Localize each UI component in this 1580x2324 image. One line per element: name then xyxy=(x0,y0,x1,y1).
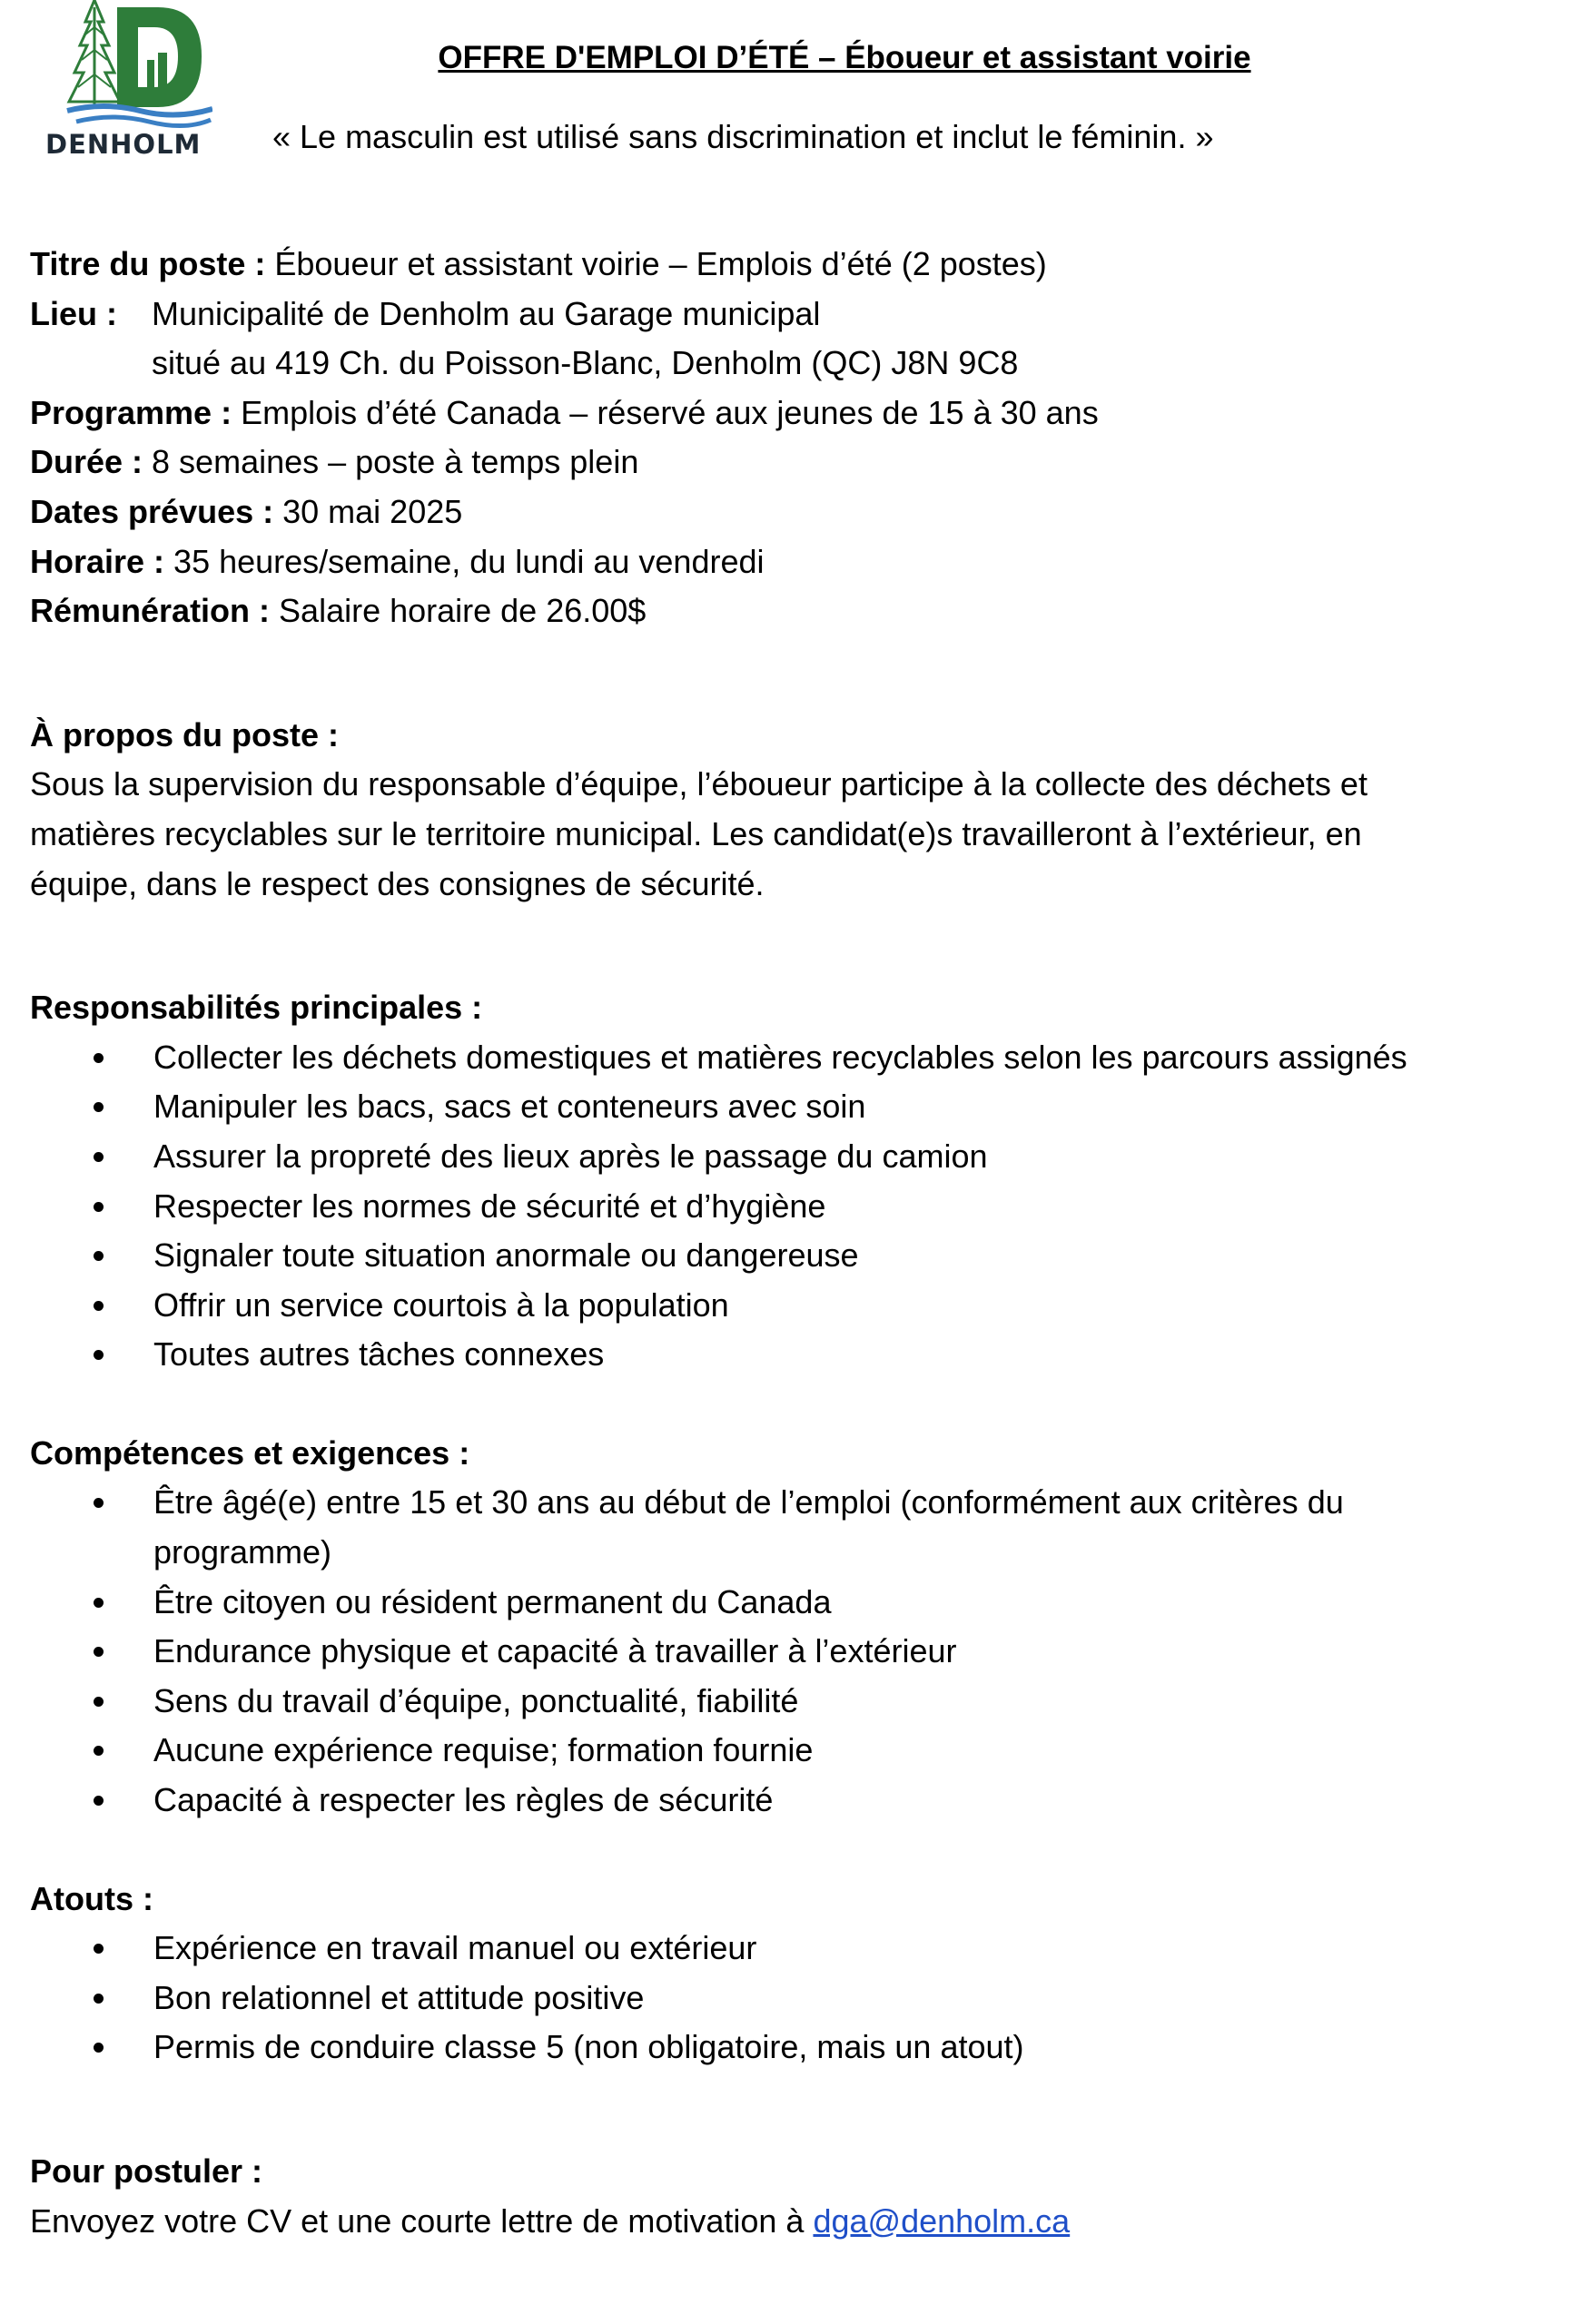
list-item: Expérience en travail manuel ou extérieur xyxy=(30,1924,1555,1974)
apropos-line: Sous la supervision du responsable d’équipe, l’éboueur participe à la collecte des déchets et xyxy=(30,765,1368,803)
section-heading-responsabilites: Responsabilités principales : xyxy=(30,989,483,1027)
list-item: Être citoyen ou résident permanent du Canada xyxy=(30,1578,1555,1628)
detail-duree xyxy=(30,438,1555,487)
detail-label: Horaire : xyxy=(30,542,165,580)
logo-text: DENHOLM xyxy=(45,129,202,160)
apropos-line: matières recyclables sur le territoire municipal. Les candidat(e)s travailleront à l’extérieur, en xyxy=(30,814,1362,852)
section-heading-competences: Compétences et exigences : xyxy=(30,1433,470,1472)
detail-label: Dates prévues : xyxy=(30,492,274,530)
detail-label: Programme : xyxy=(30,393,232,431)
detail-remuneration xyxy=(30,586,1555,636)
detail-dates xyxy=(30,487,1555,537)
detail-value: Éboueur et assistant voirie – Emplois d’été (2 postes) xyxy=(265,245,1047,282)
detail-value: Salaire horaire de 26.00$ xyxy=(270,592,647,630)
list-item: Toutes autres tâches connexes xyxy=(30,1330,1555,1380)
list-item: Manipuler les bacs, sacs et conteneurs avec soin xyxy=(30,1082,1555,1132)
section-heading-postuler: Pour postuler : xyxy=(30,2152,263,2190)
section-heading-atouts: Atouts : xyxy=(30,1879,153,1917)
list-item: Respecter les normes de sécurité et d’hygiène xyxy=(30,1182,1555,1232)
competences-list xyxy=(30,1478,1555,1825)
detail-horaire xyxy=(30,537,1555,587)
document-content xyxy=(30,240,1555,2246)
list-item: Sens du travail d’équipe, ponctualité, fiabilité xyxy=(30,1677,1555,1727)
detail-titre xyxy=(30,240,1555,290)
responsabilites-list xyxy=(30,1033,1555,1380)
list-item: Collecter les déchets domestiques et matières recyclables selon les parcours assignés xyxy=(30,1033,1555,1083)
detail-value: 35 heures/semaine, du lundi au vendredi xyxy=(164,542,765,580)
list-item: Être âgé(e) entre 15 et 30 ans au début de l’emploi (conformément aux critères du programme) xyxy=(30,1478,1555,1577)
list-item: Aucune expérience requise; formation fournie xyxy=(30,1726,1555,1776)
detail-lieu xyxy=(30,290,1555,340)
detail-label: Durée : xyxy=(30,443,143,481)
list-item: Permis de conduire classe 5 (non obligatoire, mais un atout) xyxy=(30,2023,1555,2073)
detail-label: Titre du poste : xyxy=(30,245,266,282)
list-item: Capacité à respecter les règles de sécurité xyxy=(30,1776,1555,1826)
detail-label: Lieu : xyxy=(30,294,117,332)
page-title: OFFRE D'EMPLOI D’ÉTÉ – Éboueur et assistant voirie xyxy=(438,40,1251,75)
postuler-text xyxy=(30,2197,1555,2247)
list-item: Endurance physique et capacité à travailler à l’extérieur xyxy=(30,1627,1555,1677)
list-item: Assurer la propreté des lieux après le passage du camion xyxy=(30,1132,1555,1182)
list-item: Offrir un service courtois à la population xyxy=(30,1281,1555,1331)
detail-value: Municipalité de Denholm au Garage municipal xyxy=(152,294,821,332)
detail-value: 8 semaines – poste à temps plein xyxy=(143,443,639,481)
section-heading-apropos: À propos du poste : xyxy=(30,715,339,753)
list-item: Signaler toute situation anormale ou dangereuse xyxy=(30,1231,1555,1281)
detail-value: Emplois d’été Canada – réservé aux jeunes de 15 à 30 ans xyxy=(232,393,1099,431)
detail-value: 30 mai 2025 xyxy=(273,492,463,530)
list-item: Bon relationnel et attitude positive xyxy=(30,1974,1555,2024)
page-subtitle: « Le masculin est utilisé sans discrimination et inclut le féminin. » xyxy=(272,118,1214,155)
atouts-list xyxy=(30,1924,1555,2073)
apropos-line: équipe, dans le respect des consignes de sécurité. xyxy=(30,864,765,902)
postuler-instruction: Envoyez votre CV et une courte lettre de motivation à xyxy=(30,2201,814,2240)
detail-programme xyxy=(30,389,1555,438)
email-link[interactable]: dga@denholm.ca xyxy=(813,2201,1071,2240)
detail-label: Rémunération : xyxy=(30,592,271,630)
detail-lieu-address: situé au 419 Ch. du Poisson-Blanc, Denholm (QC) J8N 9C8 xyxy=(152,344,1019,382)
